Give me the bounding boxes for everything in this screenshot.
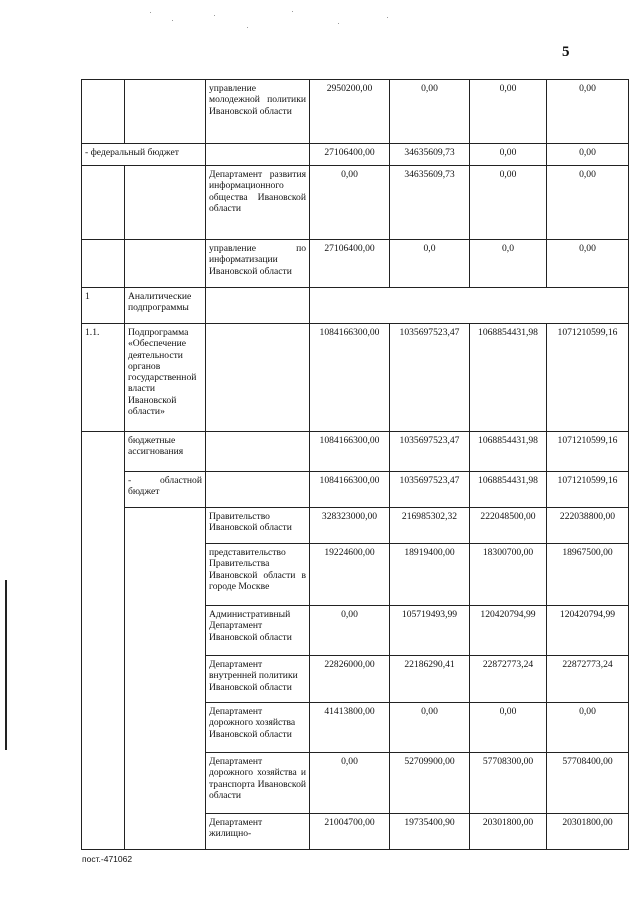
amount-cell: 1071210599,16 xyxy=(547,472,629,508)
department-cell xyxy=(206,288,310,324)
amount-cell: 18300700,00 xyxy=(470,544,547,606)
scan-edge-mark xyxy=(5,580,7,750)
amount-cell: 1084166300,00 xyxy=(310,432,390,472)
amount-cell: 0,00 xyxy=(547,240,629,288)
amount-cell: 0,00 xyxy=(547,166,629,240)
amount-cell: 20301800,00 xyxy=(470,814,547,850)
table-row xyxy=(82,240,629,288)
amount-cell: 27106400,00 xyxy=(310,144,390,166)
amount-cell: 22826000,00 xyxy=(310,656,390,703)
amount-cell: 0,00 xyxy=(547,80,629,144)
department-cell xyxy=(206,324,310,432)
scan-speckle xyxy=(247,27,248,28)
row-number-cell xyxy=(82,432,125,850)
table-row xyxy=(82,508,629,544)
department-cell: Департамент дорожного хозяйства Ивановской области xyxy=(206,703,310,753)
table-row xyxy=(82,432,629,472)
amount-cell: 41413800,00 xyxy=(310,703,390,753)
department-cell xyxy=(206,144,310,166)
amount-cell: 0,00 xyxy=(470,166,547,240)
table-row xyxy=(82,472,629,508)
department-cell: Административный Департамент Ивановской области xyxy=(206,606,310,656)
amount-cell: 0,00 xyxy=(547,144,629,166)
amount-cell: 1035697523,47 xyxy=(390,324,470,432)
scan-speckle xyxy=(387,17,388,18)
amount-cell: 19224600,00 xyxy=(310,544,390,606)
amount-cell: 1071210599,16 xyxy=(547,324,629,432)
row-number-cell xyxy=(82,166,125,240)
amount-cell: 52709900,00 xyxy=(390,753,470,814)
amount-cell: 1068854431,98 xyxy=(470,472,547,508)
amount-cell: 0,0 xyxy=(390,240,470,288)
scan-speckle xyxy=(214,15,215,16)
scan-speckle xyxy=(338,23,339,24)
row-label-cell: Подпрограмма «Обеспечение деятельности органов государственной власти Ивановской области» xyxy=(125,324,206,432)
amount-cell: 1068854431,98 xyxy=(470,432,547,472)
table-row xyxy=(82,324,629,432)
amount-cell: 18919400,00 xyxy=(390,544,470,606)
empty-amount-cell xyxy=(310,288,629,324)
department-cell: представительство Правительства Ивановской области в городе Москве xyxy=(206,544,310,606)
amount-cell: 2950200,00 xyxy=(310,80,390,144)
amount-cell: 328323000,00 xyxy=(310,508,390,544)
amount-cell: 0,0 xyxy=(470,240,547,288)
amount-cell: 0,00 xyxy=(310,606,390,656)
department-cell: Правительство Ивановской области xyxy=(206,508,310,544)
department-cell: Департамент дорожного хозяйства и транспорта Ивановской области xyxy=(206,753,310,814)
amount-cell: 20301800,00 xyxy=(547,814,629,850)
amount-cell: 57708300,00 xyxy=(470,753,547,814)
amount-cell: 34635609,73 xyxy=(390,144,470,166)
footer-code: пост.-471062 xyxy=(82,854,133,864)
amount-cell: 0,00 xyxy=(547,703,629,753)
scan-speckle xyxy=(292,11,293,12)
amount-cell: 0,00 xyxy=(390,703,470,753)
scan-speckle xyxy=(150,12,151,13)
amount-cell: 0,00 xyxy=(470,703,547,753)
table-row xyxy=(82,166,629,240)
department-cell: Департамент внутренней политики Ивановской области xyxy=(206,656,310,703)
row-label-cell: Аналитические подпрограммы xyxy=(125,288,206,324)
table-row xyxy=(82,80,629,144)
row-label-cell: бюджетные ассигнования xyxy=(125,432,206,472)
amount-cell: 0,00 xyxy=(470,144,547,166)
amount-cell: 0,00 xyxy=(470,80,547,144)
amount-cell: 1035697523,47 xyxy=(390,472,470,508)
row-label-cell xyxy=(125,80,206,144)
amount-cell: 0,00 xyxy=(390,80,470,144)
page-number: 5 xyxy=(562,44,570,60)
amount-cell: 1084166300,00 xyxy=(310,324,390,432)
amount-cell: 222048500,00 xyxy=(470,508,547,544)
amount-cell: 22872773,24 xyxy=(470,656,547,703)
department-cell: Департамент жилищно- xyxy=(206,814,310,850)
amount-cell: 1071210599,16 xyxy=(547,432,629,472)
row-number-cell xyxy=(82,240,125,288)
department-cell xyxy=(206,432,310,472)
row-label-cell xyxy=(125,240,206,288)
budget-table xyxy=(81,79,629,850)
department-cell xyxy=(206,472,310,508)
amount-cell: 0,00 xyxy=(310,753,390,814)
department-cell: Департамент развития информационного общества Ивановской области xyxy=(206,166,310,240)
row-label-cell xyxy=(125,508,206,850)
amount-cell: 120420794,99 xyxy=(470,606,547,656)
amount-cell: 216985302,32 xyxy=(390,508,470,544)
table-row xyxy=(82,144,629,166)
amount-cell: 0,00 xyxy=(310,166,390,240)
row-number-cell xyxy=(82,80,125,144)
row-label-cell xyxy=(125,166,206,240)
amount-cell: 57708400,00 xyxy=(547,753,629,814)
amount-cell: 1068854431,98 xyxy=(470,324,547,432)
scan-speckle xyxy=(172,20,173,21)
amount-cell: 22186290,41 xyxy=(390,656,470,703)
section-label-cell: - федеральный бюджет xyxy=(82,144,206,166)
amount-cell: 1035697523,47 xyxy=(390,432,470,472)
amount-cell: 222038800,00 xyxy=(547,508,629,544)
amount-cell: 18967500,00 xyxy=(547,544,629,606)
amount-cell: 22872773,24 xyxy=(547,656,629,703)
amount-cell: 120420794,99 xyxy=(547,606,629,656)
amount-cell: 105719493,99 xyxy=(390,606,470,656)
amount-cell: 19735400,90 xyxy=(390,814,470,850)
table-row xyxy=(82,288,629,324)
row-number-cell: 1 xyxy=(82,288,125,324)
amount-cell: 21004700,00 xyxy=(310,814,390,850)
department-cell: управление по информатизации Ивановской области xyxy=(206,240,310,288)
row-label-cell: - областной бюджет xyxy=(125,472,206,508)
amount-cell: 1084166300,00 xyxy=(310,472,390,508)
row-number-cell: 1.1. xyxy=(82,324,125,432)
amount-cell: 27106400,00 xyxy=(310,240,390,288)
department-cell: управление молодежной политики Ивановской области xyxy=(206,80,310,144)
amount-cell: 34635609,73 xyxy=(390,166,470,240)
